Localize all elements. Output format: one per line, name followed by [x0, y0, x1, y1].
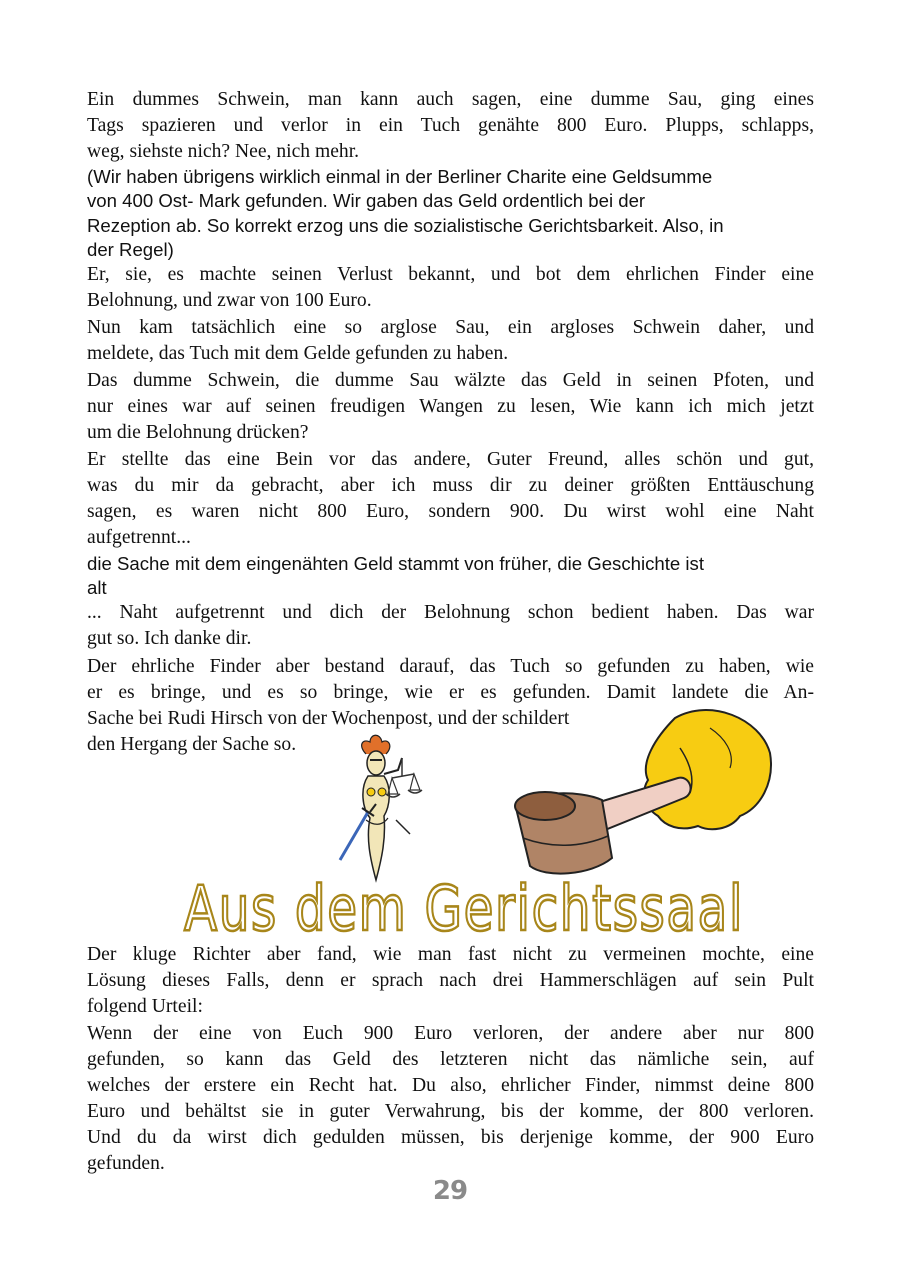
text-line: Er, sie, es machte seinen Verlust bekannt, und bot dem ehrlichen Finder eine — [87, 264, 814, 285]
text-line: Und du da wirst dich gedulden müssen, bis derjenige komme, der 900 Euro — [87, 1127, 814, 1148]
text-line: Ein dummes Schwein, man kann auch sagen, eine dumme Sau, ging eines — [87, 89, 814, 110]
page-number: 29 — [432, 1176, 468, 1206]
text-line: der Regel) — [87, 239, 174, 260]
text-line: alt — [87, 577, 107, 598]
text-line: er es bringe, und es so bringe, wie er es gefunden. Damit landete die An- — [87, 682, 814, 703]
text-line: Sache bei Rudi Hirsch von der Wochenpost, und der schildert — [87, 708, 570, 729]
courtroom-illustration — [170, 708, 810, 948]
scales-of-justice — [386, 758, 422, 797]
text-line: den Hergang der Sache so. — [87, 734, 297, 755]
text-line: Der kluge Richter aber fand, wie man fast nicht zu vermeinen mochte, eine — [87, 944, 814, 965]
text-line: was du mir da gebracht, aber ich muss dir zu deiner größten Enttäuschung — [87, 475, 814, 496]
text-line: weg, siehste nich? Nee, nich mehr. — [87, 141, 360, 162]
yellow-glove — [644, 710, 771, 829]
text-line: nur eines war auf seinen freudigen Wangen zu lesen, Wie kann ich mich jetzt — [87, 396, 814, 417]
text-line: (Wir haben übrigens wirklich einmal in der Berliner Charite eine Geldsumme — [87, 166, 713, 187]
text-line: welches der erstere ein Recht hat. Du also, ehrlicher Finder, nimmst deine 800 — [87, 1075, 814, 1096]
text-line: ... Naht aufgetrennt und dich der Belohnung schon bedient haben. Das war — [87, 602, 814, 623]
text-line: gut so. Ich danke dir. — [87, 628, 252, 649]
text-line: die Sache mit dem eingenähten Geld stammt von früher, die Geschichte ist — [87, 553, 705, 574]
text-line: um die Belohnung drücken? — [87, 422, 309, 443]
text-line: Nun kam tatsächlich eine so arglose Sau, ein argloses Schwein daher, und — [87, 317, 814, 338]
illustration-caption: Aus dem Gerichtssaal — [184, 872, 744, 945]
text-line: sagen, es waren nicht 800 Euro, sondern 900. Du wirst wohl eine Naht — [87, 501, 814, 522]
gavel-head — [515, 792, 612, 874]
text-line: meldete, das Tuch mit dem Gelde gefunden zu haben. — [87, 343, 509, 364]
text-line: Euro und behältst sie in guter Verwahrung, bis der komme, der 800 verloren. — [87, 1101, 814, 1122]
text-line: Rezeption ab. So korrekt erzog uns die sozialistische Gerichtsbarkeit. Also, in — [87, 215, 724, 236]
text-line: Belohnung, und zwar von 100 Euro. — [87, 290, 372, 311]
justitia-figure — [340, 735, 422, 880]
text-line: Tags spazieren und verlor in ein Tuch genähte 800 Euro. Plupps, schlapps, — [87, 115, 814, 136]
text-line: gefunden. — [87, 1153, 165, 1174]
text-line: Er stellte das eine Bein vor das andere, Guter Freund, alles schön und gut, — [87, 449, 814, 470]
text-line: folgend Urteil: — [87, 996, 203, 1017]
text-line: Lösung dieses Falls, denn er sprach nach drei Hammerschlägen auf sein Pult — [87, 970, 814, 991]
text-line: von 400 Ost- Mark gefunden. Wir gaben das Geld ordentlich bei der — [87, 190, 646, 211]
text-line: Wenn der eine von Euch 900 Euro verloren, der andere aber nur 800 — [87, 1023, 814, 1044]
text-line: Der ehrliche Finder aber bestand darauf, das Tuch so gefunden zu haben, wie — [87, 656, 814, 677]
text-line: aufgetrennt... — [87, 527, 191, 548]
text-line: gefunden, so kann das Geld des letzteren nicht das nämliche sein, auf — [87, 1049, 814, 1070]
text-line: Das dumme Schwein, die dumme Sau wälzte das Geld in seinen Pfoten, und — [87, 370, 814, 391]
